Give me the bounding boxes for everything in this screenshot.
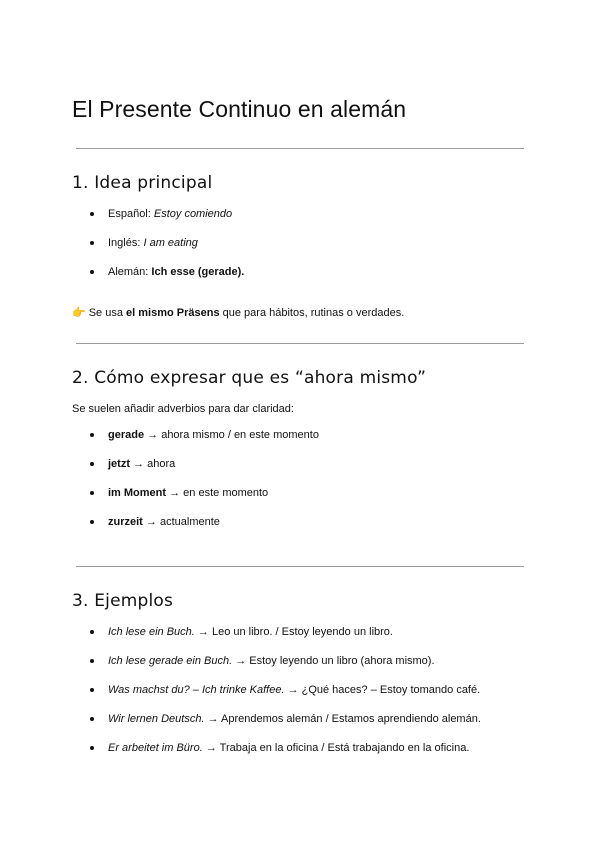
- spanish-translation: → Estoy leyendo un libro (ahora mismo).: [235, 655, 435, 667]
- bullet-icon: [90, 659, 94, 663]
- adverb-meaning: → actualmente: [145, 516, 220, 528]
- adverb-term: im Moment: [108, 487, 167, 499]
- german-example: Wir lernen Deutsch.: [108, 713, 205, 725]
- item-label: Alemán:: [108, 266, 149, 278]
- german-example: Was machst du? – Ich trinke Kaffee.: [108, 684, 285, 696]
- adverb-meaning: → ahora mismo / en este momento: [147, 429, 319, 441]
- divider: [76, 566, 524, 567]
- bullet-icon: [90, 270, 94, 274]
- bullet-icon: [90, 491, 94, 495]
- bullet-icon: [90, 688, 94, 692]
- bullet-icon: [90, 520, 94, 524]
- item-value: Estoy comiendo: [153, 208, 233, 220]
- bullet-icon: [90, 462, 94, 466]
- pointing-hand-icon: 👉: [72, 307, 86, 319]
- note-text-before: Se usa: [88, 307, 123, 319]
- spanish-translation: → Trabaja en la oficina / Está trabajando en la oficina.: [205, 742, 470, 754]
- adverb-term: zurzeit: [108, 516, 143, 528]
- bullet-icon: [90, 212, 94, 216]
- section-2-heading: 2. Cómo expresar que es “ahora mismo”: [72, 368, 427, 388]
- german-example: Ich lese ein Buch.: [108, 626, 195, 638]
- item-value: Ich esse (gerade).: [151, 266, 245, 278]
- spanish-translation: → ¿Qué haces? – Estoy tomando café.: [287, 684, 481, 696]
- bullet-icon: [90, 241, 94, 245]
- bullet-icon: [90, 717, 94, 721]
- note-text-bold: el mismo Präsens: [126, 307, 220, 319]
- section-1-heading: 1. Idea principal: [72, 173, 213, 193]
- page-title: El Presente Continuo en alemán: [72, 96, 407, 122]
- adverb-meaning: → ahora: [133, 458, 176, 470]
- divider: [76, 343, 524, 344]
- section-3-heading: 3. Ejemplos: [72, 591, 174, 611]
- spanish-translation: → Aprendemos alemán / Estamos aprendiendo alemán.: [207, 713, 481, 725]
- spanish-translation: → Leo un libro. / Estoy leyendo un libro.: [197, 626, 393, 638]
- bullet-icon: [90, 630, 94, 634]
- item-value: I am eating: [143, 237, 198, 249]
- german-example: Er arbeitet im Büro.: [108, 742, 203, 754]
- divider: [76, 148, 524, 149]
- item-label: Español:: [108, 208, 151, 220]
- note-text-after: que para hábitos, rutinas o verdades.: [222, 307, 405, 319]
- bullet-icon: [90, 746, 94, 750]
- section-2-intro: Se suelen añadir adverbios para dar claridad:: [72, 403, 294, 415]
- adverb-term: jetzt: [108, 458, 130, 470]
- adverb-meaning: → en este momento: [169, 487, 269, 499]
- adverb-term: gerade: [108, 429, 145, 441]
- german-example: Ich lese gerade ein Buch.: [108, 655, 233, 667]
- section-1-note: [72, 306, 404, 320]
- bullet-icon: [90, 433, 94, 437]
- item-label: Inglés:: [108, 237, 141, 249]
